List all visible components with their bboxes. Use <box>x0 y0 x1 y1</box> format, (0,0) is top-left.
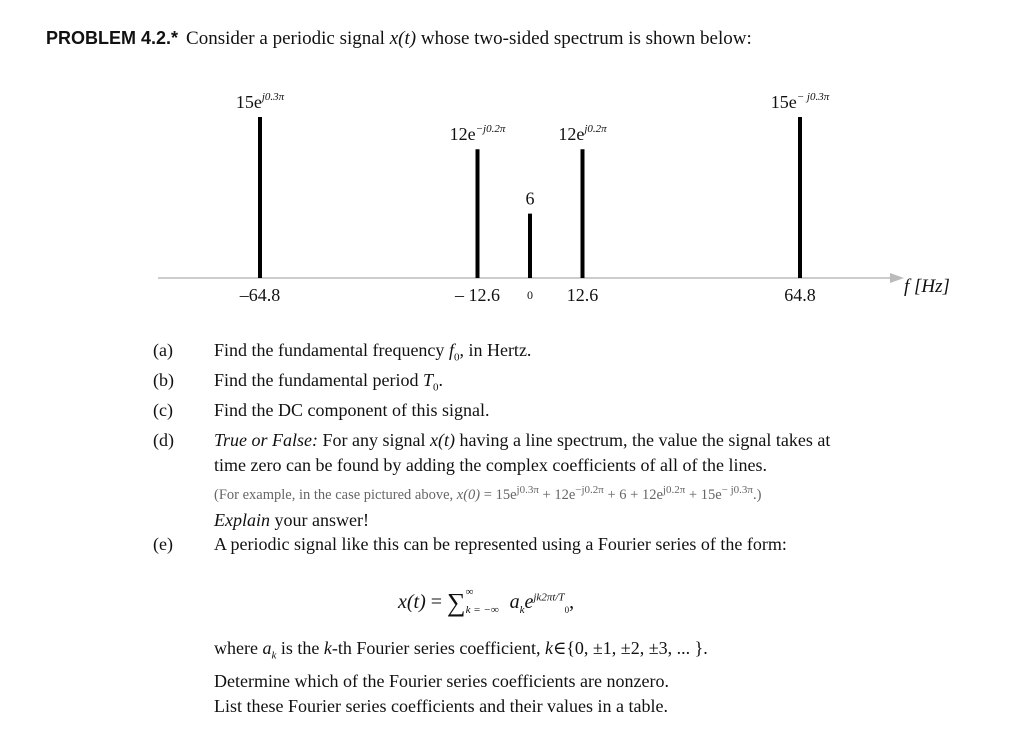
coefficient-label-4: $15e^{- j0.3\pi}$ <box>770 91 830 112</box>
part-e-line3: List these Fourier series coefficients and their values in a table. <box>214 695 669 716</box>
problem-label: PROBLEM 4.2.* <box>46 28 179 48</box>
part-d-explain: Explain your answer! <box>214 509 369 530</box>
part-e-where: where $a_k$ is the k-th Fourier series coefficient, k∈{0, ±1, ±2, ±3, ... }. <box>214 638 708 662</box>
part-c-text: Find the DC component of this signal. <box>214 400 490 420</box>
spectral-lines <box>236 91 830 305</box>
part-a-label: (a) <box>153 340 173 360</box>
summation-symbol: ∑ <box>447 588 466 617</box>
coefficient-label-1: $12e^{-j0.2\pi}$ <box>449 123 506 145</box>
part-b-text: Find the fundamental period $T_0$. <box>214 370 443 394</box>
summation-limits: ∞ k = −∞ <box>465 586 499 617</box>
frequency-label-1: – 12.6 <box>455 285 500 305</box>
part-c-label: (c) <box>153 400 173 420</box>
part-d-text <box>214 428 954 533</box>
frequency-label-2: 0 <box>527 288 533 302</box>
frequency-label-3: 12.6 <box>566 285 599 305</box>
axis-label-text: f [Hz] <box>904 276 950 297</box>
part-e-label: (e) <box>153 534 173 554</box>
coefficient-label-2: 6 <box>525 188 535 209</box>
part-d-example-note: (For example, in the case pictured above, $x(0) = 15e^{j0.3\pi} + 12e^{-j0.2\pi} + 6 + 12e^{j0.2\pi} + 15e^{- j0.3\pi}$.) <box>214 484 762 503</box>
frequency-label-4: 64.8 <box>784 285 816 305</box>
part-b-label: (b) <box>153 370 174 390</box>
part-d-line1: True or False: For any signal x(t) having a line spectrum, the value the signal takes at <box>214 430 831 450</box>
frequency-label-0: –64.8 <box>239 285 281 305</box>
part-d-line2: time zero can be found by adding the complex coefficients of all of the lines. <box>214 455 767 475</box>
spectrum-plot <box>0 0 1024 330</box>
part-e-details <box>214 636 974 719</box>
part-a-text: Find the fundamental frequency $f_0$, in Hertz. <box>214 340 532 364</box>
coefficient-label-0: $15e^{j0.3\pi}$ <box>235 91 285 112</box>
part-e-line2: Determine which of the Fourier series coefficients are nonzero. <box>214 670 669 691</box>
part-d-label: (d) <box>153 430 174 450</box>
part-e-text: A periodic signal like this can be represented using a Fourier series of the form: <box>214 534 787 554</box>
problem-intro-post: whose two-sided spectrum is shown below: <box>416 28 752 49</box>
axis-arrow <box>890 273 904 283</box>
fourier-series-formula: x(t) = ∑ ∞ k = −∞ $a_ke^{jk2\pi t/T}_0$, <box>398 586 575 617</box>
problem-intro-pre: Consider a periodic signal <box>186 28 390 49</box>
coefficient-label-3: $12e^{j0.2\pi}$ <box>558 123 607 145</box>
signal-symbol: x(t) <box>389 28 417 49</box>
axis-label <box>904 276 950 297</box>
